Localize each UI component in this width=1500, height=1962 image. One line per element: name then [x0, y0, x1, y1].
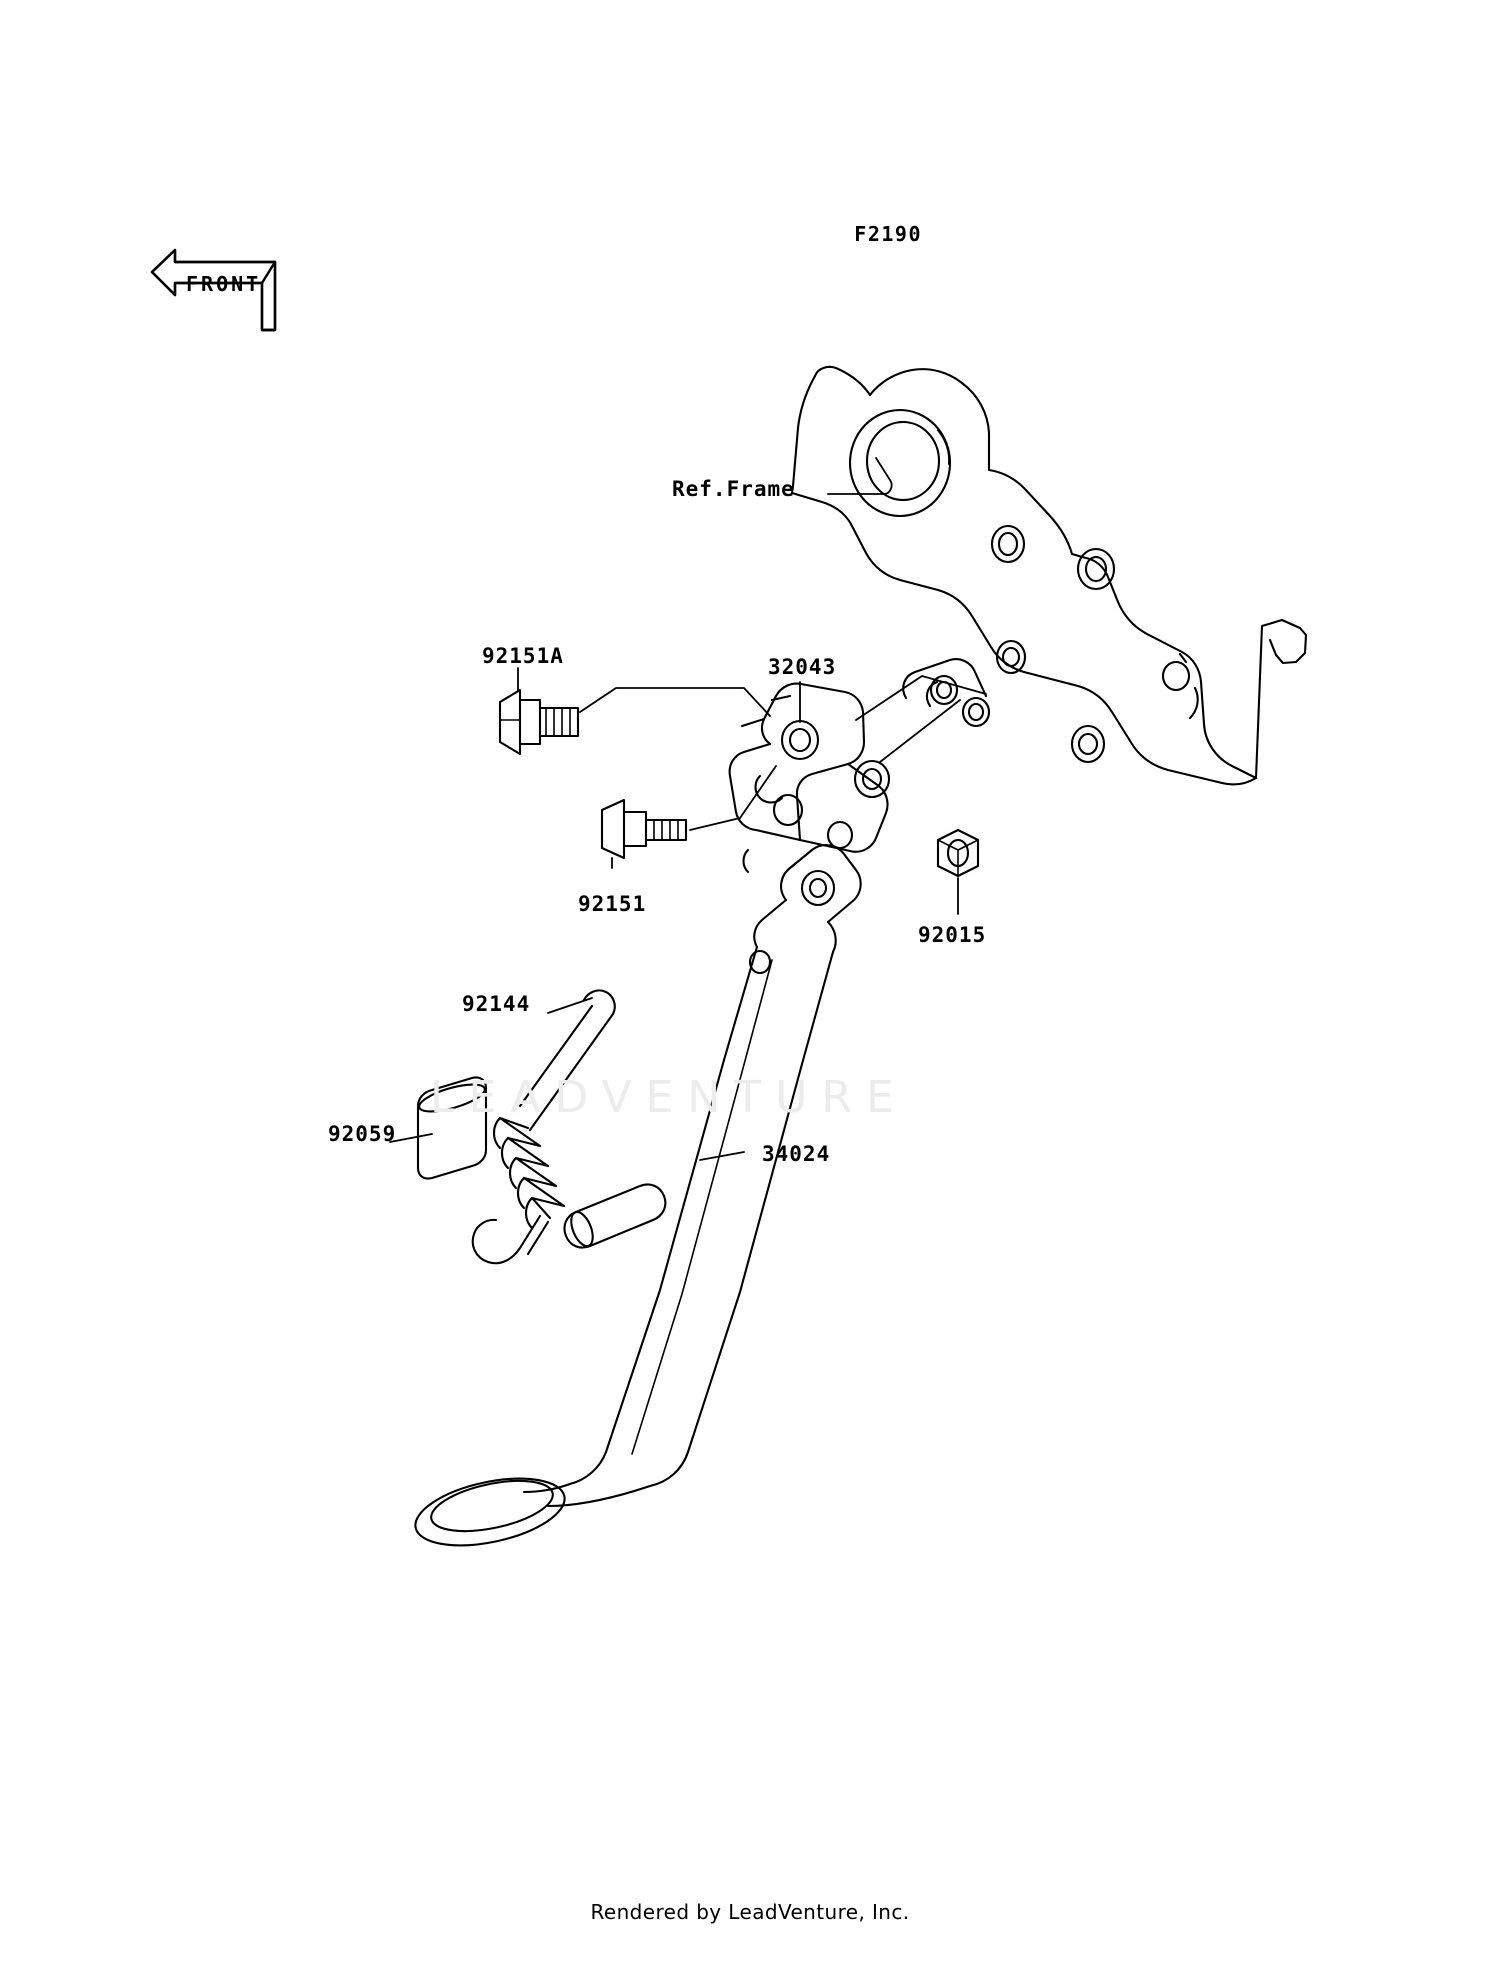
reference-frame-art	[792, 367, 1306, 785]
label-34024: 34024	[762, 1142, 831, 1166]
spring-art	[473, 990, 615, 1263]
label-92151: 92151	[578, 892, 647, 916]
label-92059: 92059	[328, 1122, 397, 1146]
watermark-text: LEADVENTURE	[430, 1072, 908, 1123]
leader-lines	[390, 458, 986, 1160]
stand-bracket-art	[730, 684, 889, 872]
side-stand-art	[409, 845, 860, 1557]
label-32043: 32043	[768, 655, 837, 679]
footer-credit: Rendered by LeadVenture, Inc.	[590, 1900, 910, 1924]
pivot-bolt-art	[602, 800, 686, 858]
label-92015: 92015	[918, 923, 987, 947]
flange-bolt-art	[500, 690, 578, 754]
label-ref-frame: Ref.Frame	[672, 477, 795, 501]
diagram-code: F2190	[854, 222, 922, 246]
front-arrow-label: FRONT	[186, 272, 262, 296]
label-92151A: 92151A	[482, 644, 564, 668]
label-92144: 92144	[462, 992, 531, 1016]
nut-art	[938, 830, 978, 876]
tube-art	[417, 1077, 488, 1178]
